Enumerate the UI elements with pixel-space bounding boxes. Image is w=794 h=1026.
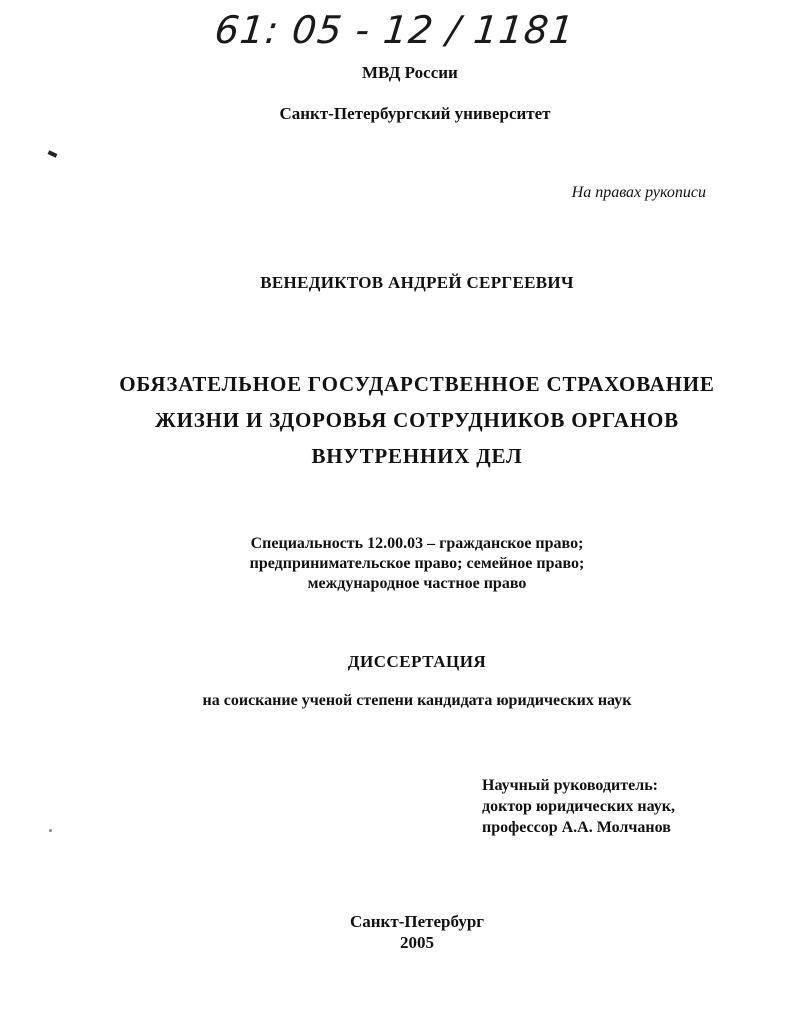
publication-city: Санкт-Петербург — [349, 912, 485, 931]
author-name: ВЕНЕДИКТОВ АНДРЕЙ СЕРГЕЕВИЧ — [260, 273, 574, 292]
title-line: ВНУТРЕННИХ ДЕЛ — [311, 444, 523, 468]
university-name: Санкт-Петербургский университет — [279, 104, 551, 123]
supervisor-line: доктор юридических наук, — [482, 798, 675, 815]
manuscript-note: На правах рукописи — [571, 184, 706, 201]
title-line: ЖИЗНИ И ЗДОРОВЬЯ СОТРУДНИКОВ ОРГАНОВ — [155, 408, 679, 432]
scan-speck — [49, 829, 52, 832]
ministry-name: МВД России — [362, 63, 458, 82]
degree-line: на соискание ученой степени кандидата юридических наук — [202, 692, 632, 709]
specialty-block — [0, 534, 794, 594]
supervisor-line: профессор А.А. Молчанов — [482, 819, 671, 836]
scan-artifact-mark — [48, 150, 58, 157]
specialty-line: Специальность 12.00.03 – гражданское право; — [250, 535, 584, 552]
supervisor-line: Научный руководитель: — [482, 777, 658, 794]
document-type: ДИССЕРТАЦИЯ — [347, 652, 487, 671]
specialty-line: предпринимательское право; семейное право; — [249, 555, 585, 572]
publication-year: 2005 — [400, 933, 434, 952]
supervisor-block — [482, 775, 675, 838]
title-line: ОБЯЗАТЕЛЬНОЕ ГОСУДАРСТВЕННОЕ СТРАХОВАНИЕ — [119, 372, 715, 396]
dissertation-title — [0, 366, 794, 474]
specialty-line: международное частное право — [307, 575, 527, 592]
handwritten-library-code: 61: 05 - 12 / 1181 — [212, 8, 577, 52]
